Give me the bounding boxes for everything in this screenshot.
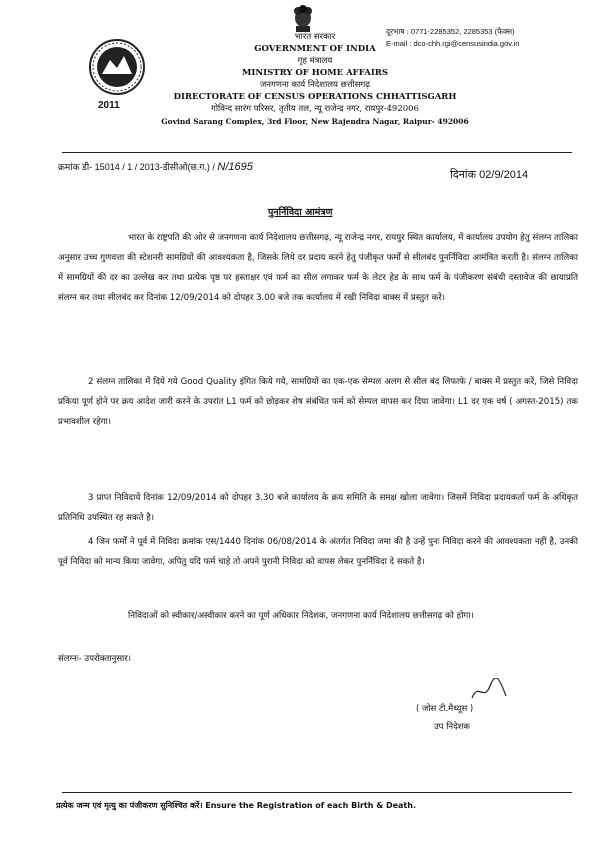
phone-number: दूरभाष : 0771-2285352, 2285353 (फैक्स) [386, 27, 515, 36]
header-hindi-ministry: गृह मंत्रालय [297, 56, 333, 66]
header-divider [62, 152, 572, 153]
paragraph-3: 3 प्राप्त निविदायें दिनांक 12/09/2014 को दोपहर 3.30 बजे कार्यालय के क्रय समिति के समक्ष खोला जावेगा। जिसमें निविदा प्रदायकर्ता फर्म के अधिकृत प्रतिनिधि उपस्थित रह सकते है। [58, 493, 578, 523]
census-logo [82, 38, 152, 96]
signatory-name: ( जोस टी.मैथ्यूस ) [416, 704, 474, 714]
paragraph-5: निविदाओं को स्वीकार/अस्वीकार करने का पूर्ण अधिकार निदेशक, जनगणना कार्य निदेशालय छत्तीसगढ़ को होगा। [128, 611, 474, 621]
paragraph-4: 4 जिन फर्मों ने पूर्व में निविदा क्रमांक एस/1440 दिनांक 06/08/2014 के अंतर्गत निविदा जमा की है उन्हें पुनः निविदा करने की आवश्यकता नहीं है, उनकी पूर्व निविदा को मान्य किया जावेगा, अपितु यदि फर्म चाहे तो अपने पुरानी निविदा को वापस लेकर पुनर्निविदा दे सकते है। [58, 537, 578, 567]
header-govt: GOVERNMENT OF INDIA [254, 44, 376, 54]
paragraph-2: 2 संलग्न तालिका में दिये गये Good Quality इंगित किये गये, सामग्रियों का एक-एक सेम्पल अलग से सील बंद लिफाफे / बाक्स में प्रस्तुत करें, जिसे निविदा प्रकिया पूर्ण होने पर क्रय आदेश जारी करने के उपरांत L1 फर्म को छोड़कर शेष संबंधित फर्म को सेम्पल वापस कर दिया जावेगा। L1 दर एक वर्ष ( अगस्त-2015) तक प्रभावशील रहेगा। [58, 377, 578, 427]
seal-year: 2011 [98, 100, 120, 111]
handwritten-number: N/1695 [217, 161, 253, 173]
footer-slogan: प्रत्येक जन्म एवं मृत्यु का पंजीकरण सुनिश्चित करें। Ensure the Registration of each Birth & Death. [56, 801, 416, 810]
header-hindi-govt: भारत सरकार [294, 32, 336, 42]
header-directorate: DIRECTORATE OF CENSUS OPERATIONS CHHATTISGARH [173, 92, 457, 102]
header-address: Govind Sarang Complex, 3rd Floor, New Rajendra Nagar, Raipur- 492006 [161, 117, 469, 126]
header-hindi-directorate: जनगणना कार्य निदेशालय छत्तीसगढ़ [259, 80, 371, 90]
reference-number: क्रमांक डी- 15014 / 1 / 2013-डीसीओ(छ.ग.) / [58, 162, 218, 172]
reference-line [58, 160, 253, 173]
reference-date: दिनांक 02/9/2014 [450, 169, 529, 181]
header-hindi-address: गोविन्द सारंग परिसर, तृतीय तल, न्यू राजेन्द्र नगर, रायपुर-492006 [211, 104, 419, 114]
signature-block [416, 700, 536, 736]
paragraph-1: भारत के राष्ट्रपति की ओर से जनगणना कार्य निदेशालय छत्तीसगढ़, न्यू राजेन्द्र नगर, रायपुर स्थित कार्यालय, में कार्यालय उपयोग हेतु संलग्न तालिका अनुसार उच्च गुणवत्ता की स्टेशनरी सामग्रियों की आवश्यकता है, जिसके लिये दर प्रदाय करने हेतु पंजीकृत फर्मों से सीलबंद पुनर्निविदा आमंत्रित करती है। संलग्न तालिका में सामग्रियों की दर का उल्लेख कर तथा प्रत्येक पृष्ठ पर हस्ताक्षर एवं फर्म का सील लगाकर फर्म के लेटर हेड के साथ फर्म के पंजीकरण संबंधी दस्तावेज की छायाप्रति संलग्न कर तथा सीलबंद कर दिनांक 12/09/2014 को दोपहर 3.00 बजे तक कार्यालय में रखी निविदा बाक्स में प्रस्तुत करें। [58, 233, 578, 303]
document-title: पुनर्निविदा आमंत्रण [268, 207, 333, 218]
signatory-designation: उप निदेशक [434, 722, 470, 732]
national-emblem-icon [288, 2, 318, 34]
header-ministry: MINISTRY OF HOME AFFAIRS [241, 68, 389, 78]
enclosure-note: संलग्नः- उपरोक्तानुसार। [58, 654, 132, 664]
email-address: E-mail : dco-chh.rgi@censusindia.gov.in [386, 39, 520, 48]
footer-divider [62, 792, 572, 793]
